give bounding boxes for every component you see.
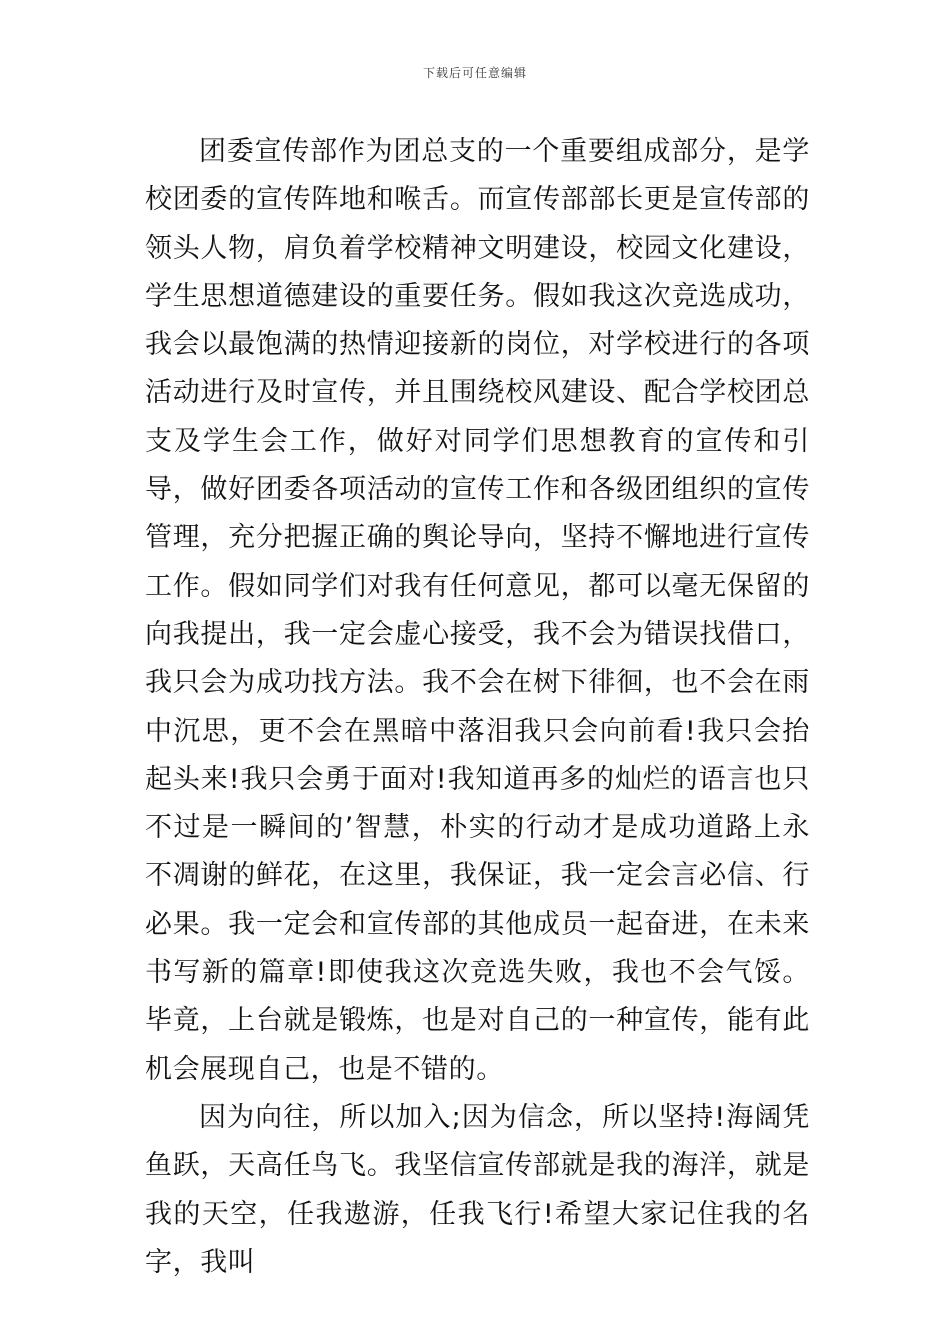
paragraph-1: 团委宣传部作为团总支的一个重要组成部分，是学校团委的宣传阵地和喉舌。而宣传部部长更是宣传部的领头人物，肩负着学校精神文明建设，校园文化建设，学生思想道德建设的重要任务。假如我这次竞选成功，我会以最饱满的热情迎接新的岗位，对学校进行的各项活动进行及时宣传，并且围绕校风建设、配合学校团总支及学生会工作，做好对同学们思想教育的宣传和引导，做好团委各项活动的宣传工作和各级团组织的宣传管理，充分把握正确的舆论导向，坚持不懈地进行宣传工作。假如同学们对我有任何意见，都可以毫无保留的向我提出，我一定会虚心接受，我不会为错误找借口，我只会为成功找方法。我不会在树下徘徊，也不会在雨中沉思，更不会在黑暗中落泪我只会向前看!我只会抬起头来!我只会勇于面对!我知道再多的灿烂的语言也只不过是一瞬间的’智慧，朴实的行动才是成功道路上永不凋谢的鲜花，在这里，我保证，我一定会言必信、行必果。我一定会和宣传部的其他成员一起奋进，在未来书写新的篇章!即使我这次竞选失败，我也不会气馁。毕竟，上台就是锻炼，也是对自己的一种宣传，能有此机会展现自己，也是不错的。 [145, 136, 810, 1085]
document-body [145, 128, 810, 1287]
paragraph-2: 因为向往，所以加入;因为信念，所以坚持!海阔凭鱼跃，天高任鸟飞。我坚信宣传部就是我的海洋，就是我的天空，任我遨游，任我飞行!希望大家记住我的名字，我叫 [145, 1101, 810, 1278]
header-note: 下载后可任意编辑 [422, 66, 527, 80]
